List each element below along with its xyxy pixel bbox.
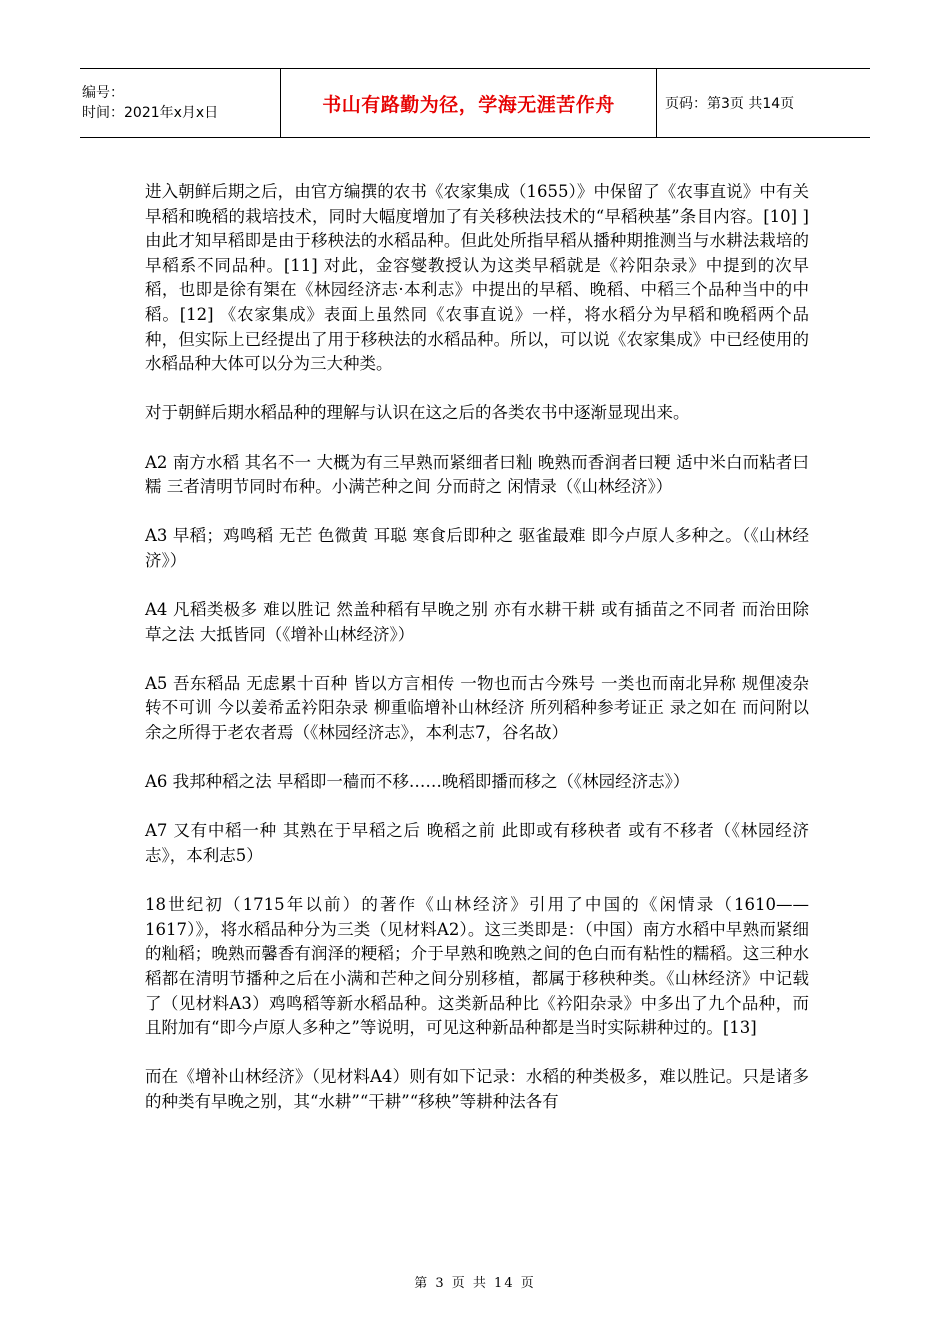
paragraph: A3 早稻；鸡鸣稻 无芒 色微黄 耳聪 寒食后即种之 驱雀最难 即今卢原人多种之。（《山林经济》） bbox=[145, 526, 809, 570]
page-header bbox=[80, 68, 870, 138]
document-body bbox=[145, 180, 809, 1139]
paragraph: 进入朝鲜后期之后，由官方编撰的农书《农家集成（1655）》中保留了《农事直说》中有关早稻和晚稻的栽培技术，同时大幅度增加了有关移秧法技术的“早稻秧基”条目内容。[10] ]由此才知早稻即是由于移秧法的水稻品种。但此处所指早稻从播种期推测当与水耕法栽培的早稻系不同品种。[11] 对此，金容燮教授认为这类早稻就是《衿阳杂录》中提到的次早稻，也即是徐有榘在《林园经济志·本利志》中提出的早稻、晚稻、中稻三个品种当中的中稻。[12] 《农家集成》表面上虽然同《农事直说》一样，将水稻分为早稻和晚稻两个品种，但实际上已经提出了用于移秧法的水稻品种。所以，可以说《农家集成》中已经使用的水稻品种大体可以分为三大种类。 bbox=[145, 182, 809, 374]
paragraph: A5 吾东稻品 无虑累十百种 皆以方言相传 一物也而古今殊号 一类也而南北异称 规俚凌杂 转不可训 今以姜希孟衿阳杂录 柳重临增补山林经济 所列稻种参考证正 录之如在 而问附以余之所得于老农者焉（《林园经济志》，本利志7，谷名故） bbox=[145, 673, 809, 743]
header-motto: 书山有路勤为径，学海无涯苦作舟 bbox=[322, 93, 615, 116]
document-date-label: 时间：2021年x月x日 bbox=[82, 105, 219, 121]
header-info bbox=[80, 69, 280, 137]
header-motto-cell bbox=[280, 69, 657, 137]
header-page-number: 页码：第3页 共14页 bbox=[665, 96, 795, 112]
header-page-cell bbox=[657, 69, 870, 137]
document-number-label: 编号： bbox=[82, 85, 124, 101]
paragraph: 对于朝鲜后期水稻品种的理解与认识在这之后的各类农书中逐渐显现出来。 bbox=[145, 403, 690, 423]
paragraph: 18世纪初（1715年以前）的著作《山林经济》引用了中国的《闲情录（1610——1617）》，将水稻品种分为三类（见材料A2）。这三类即是：（中国）南方水稻中早熟而紧细的籼稻；晚熟而馨香有润泽的粳稻；介于早熟和晚熟之间的色白而有粘性的糯稻。这三种水稻都在清明节播种之后在小满和芒种之间分别移植，都属于移秧种类。《山林经济》中记载了（见材料A3）鸡鸣稻等新水稻品种。这类新品种比《衿阳杂录》中多出了九个品种，而且附加有“即今卢原人多种之”等说明，可见这种新品种都是当时实际耕种过的。[13] bbox=[145, 895, 809, 1038]
paragraph: A6 我邦种稻之法 早稻即一穑而不移……晚稻即播而移之（《林园经济志》） bbox=[145, 772, 690, 792]
paragraph: A4 凡稻类极多 难以胜记 然盖种稻有早晚之别 亦有水耕干耕 或有插苗之不同者 而治田除草之法 大抵皆同（《增补山林经济》） bbox=[145, 600, 809, 644]
page-footer: 第 3 页 共 14 页 bbox=[414, 1276, 536, 1291]
paragraph: A7 又有中稻一种 其熟在于早稻之后 晚稻之前 此即或有移秧者 或有不移者（《林园经济志》，本利志5） bbox=[145, 821, 809, 866]
paragraph: 而在《增补山林经济》（见材料A4）则有如下记录：水稻的种类极多，难以胜记。只是诸多的种类有早晚之别，其“水耕”“干耕”“移秧”等耕种法各有 bbox=[145, 1067, 809, 1111]
paragraph: A2 南方水稻 其名不一 大概为有三早熟而紧细者曰籼 晚熟而香润者曰粳 适中米白而粘者曰糯 三者清明节同时布种。小满芒种之间 分而莳之 闲情录（《山林经济》） bbox=[145, 452, 809, 497]
